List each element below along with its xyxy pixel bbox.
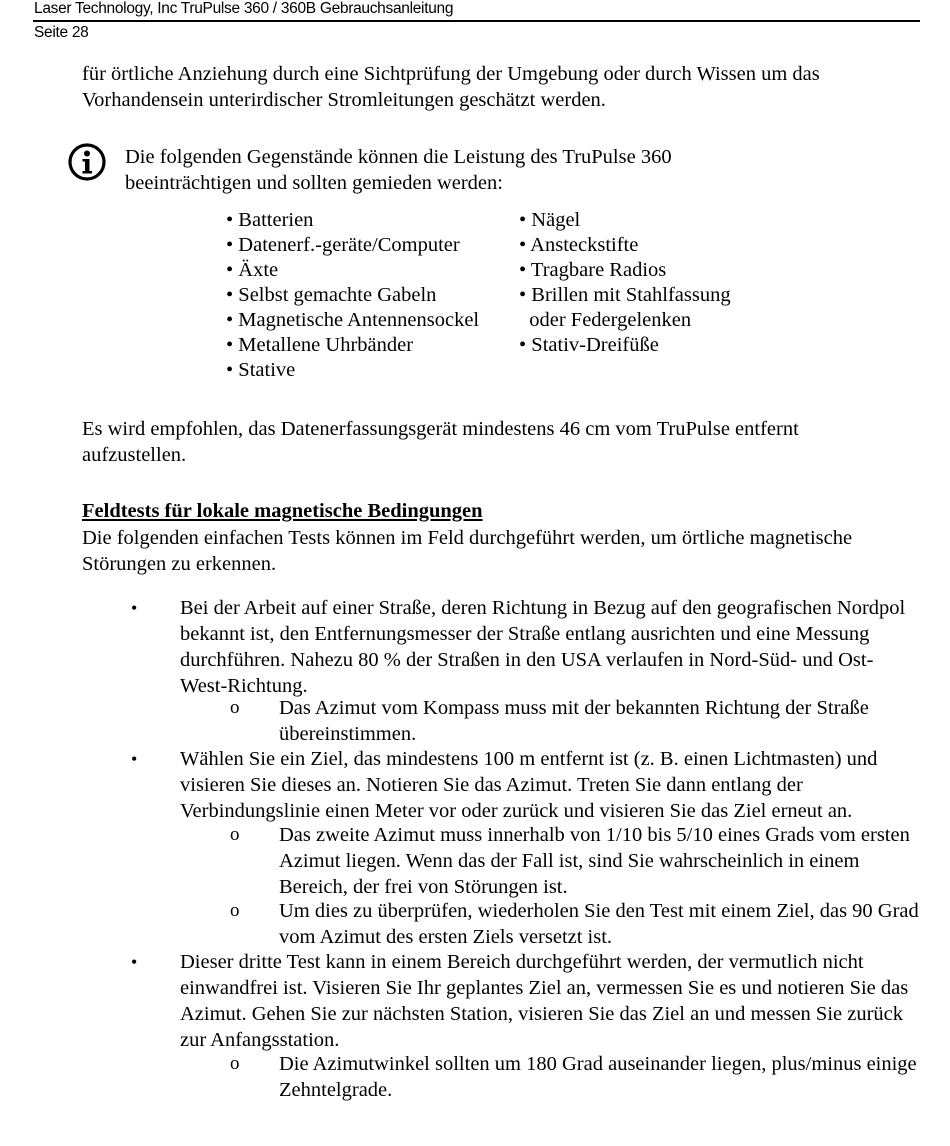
section-heading: Feldtests für lokale magnetische Bedingungen [82,500,483,522]
page-number: Seite 28 [34,24,89,41]
list-item: • Metallene Uhrbänder [226,334,414,356]
list-item: • Stativ-Dreifüße [519,334,659,356]
note-items-left [226,208,479,383]
bullet-text-3: Dieser dritte Test kann in einem Bereich durchgeführt werden, der vermutlich nicht einwandfrei ist. Visieren Sie Ihr geplantes Ziel an, vermessen Sie es und notieren Sie das Azimut. Gehen Sie zur nächsten Station, visieren Sie das Ziel an und messen Sie zurück zur Anfangsstation. [180,951,909,1051]
sub-bullet-marker: o [230,900,240,921]
sub-bullet-marker: o [230,697,240,718]
list-item: • Stative [226,359,296,381]
list-item: • Magnetische Antennensockel [226,309,480,331]
list-item: • Datenerf.-geräte/Computer [226,234,460,256]
bullet-marker: • [131,952,138,972]
sub-bullet-marker: o [230,824,240,845]
bullet-marker: • [131,598,138,618]
sub-bullet-text-3-1: Die Azimutwinkel sollten um 180 Grad auseinander liegen, plus/minus einige Zehntelgrade. [279,1053,917,1101]
section-intro: Die folgenden einfachen Tests können im Feld durchgeführt werden, um örtliche magnetische Störungen zu erkennen. [82,527,853,575]
note-text: Die folgenden Gegenstände können die Leistung des TruPulse 360 beeinträchtigen und sollten gemieden werden: [125,146,672,194]
list-item: • Äxte [226,259,279,281]
document-header-title: Laser Technology, Inc TruPulse 360 / 360B Gebrauchsanleitung [34,0,454,17]
list-item: • Ansteckstifte [519,234,639,256]
bullet-text-2: Wählen Sie ein Ziel, das mindestens 100 m entfernt ist (z. B. einen Lichtmasten) und visieren Sie dieses an. Notieren Sie das Azimut. Treten Sie dann entlang der Verbindungslinie einen Meter vor oder zurück und visieren Sie das Ziel erneut an. [180,748,878,822]
header-rule [33,20,920,22]
sub-bullet-text-1-1: Das Azimut vom Kompass muss mit der bekannten Richtung der Straße übereinstimmen. [279,697,869,745]
bullet-marker: • [131,749,138,769]
list-item: • Nägel [519,209,581,231]
list-item: oder Federgelenken [519,309,692,331]
list-item: • Tragbare Radios [519,259,667,281]
sub-bullet-text-2-2: Um dies zu überprüfen, wiederholen Sie den Test mit einem Ziel, das 90 Grad vom Azimut des ersten Ziels versetzt ist. [279,900,919,948]
intro-paragraph: für örtliche Anziehung durch eine Sichtprüfung der Umgebung oder durch Wissen um das Vorhandensein unterirdischer Stromleitungen geschätzt werden. [82,63,820,111]
sub-bullet-text-2-1: Das zweite Azimut muss innerhalb von 1/10 bis 5/10 eines Grads vom ersten Azimut liegen. Wenn das der Fall ist, sind Sie wahrscheinlich in einem Bereich, der frei von Störungen ist. [279,824,910,898]
list-item: • Selbst gemachte Gabeln [226,284,437,306]
sub-bullet-marker: o [230,1053,240,1074]
info-icon [67,142,107,182]
list-item: • Batterien [226,209,314,231]
recommendation-paragraph: Es wird empfohlen, das Datenerfassungsgerät mindestens 46 cm vom TruPulse entfernt aufzustellen. [82,418,799,466]
bullet-text-1: Bei der Arbeit auf einer Straße, deren Richtung in Bezug auf den geografischen Nordpol bekannt ist, den Entfernungsmesser der Straße entlang ausrichten und eine Messung durchführen. Nahezu 80 % der Straßen in den USA verlaufen in Nord-Süd- und Ost-West-Richtung. [180,597,906,697]
list-item: • Brillen mit Stahlfassung [519,284,731,306]
note-items-right [519,208,731,358]
